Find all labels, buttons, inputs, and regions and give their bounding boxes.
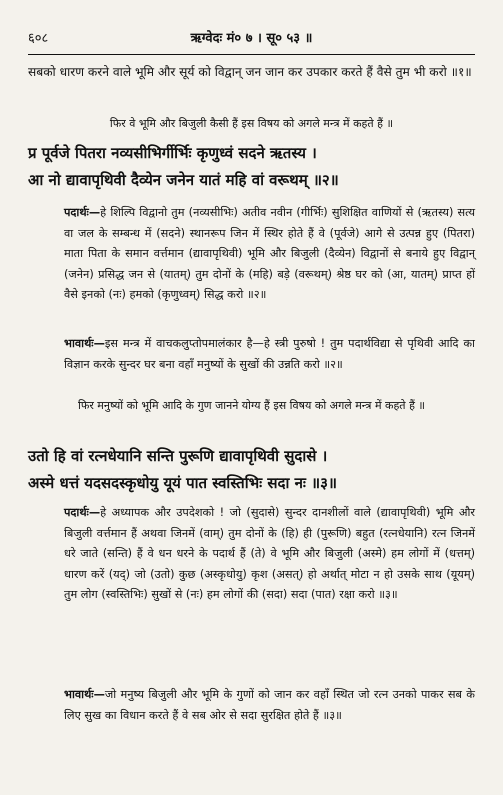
verse-line: अस्मे धत्तं यदसदस्कृधोयु यूयं पात स्वस्तिभिः सदा नः ॥३॥ [28,474,337,492]
purport-text: जो मनुष्य बिजुली और भूमि के गुणों को जान कर वहाँ स्थित जो रत्न उनको पाकर सब के लिए सुख का विधान करते हैं वे सब ओर से सदा सुरक्षित होते हैं ॥३॥ [64,688,475,722]
page-header [28,28,475,50]
intro-2 [28,396,475,415]
word-meaning-text: हे शिल्पि विद्वानो तुम (नव्यसीभिः) अतीव नवीन (गीर्भिः) सुशिक्षित वाणियों से (ऋतस्य) सत्य वा जल के सम्बन्ध में (सदने) स्थानरूप जिन में स्थिर होते हैं वे (पूर्वजे) आगे से उत्पन्न हुए (पितरा) माता पिता के समान वर्त्तमान (द्यावापृथिवी) भूमि और बिजुली (दैव्येन) विद्वानों से बनाये हुए विद्वान् (जनेन) प्रसिद्ध जन से (यातम्) तुम दोनों के (महि) बड़े (वरूथम्) श्रेष्ठ घर को (आ, यातम्) प्राप्त हों वैसे इनको (नः) हमको (कृणुध्वम्) सिद्ध करो ॥२॥ [64,206,475,301]
padartha-2 [28,203,475,306]
padartha-3 [28,503,475,606]
word-meaning-text: हे अध्यापक और उपदेशको ! जो (सुदासे) सुन्दर दानशीलों वाले (द्यावापृथिवी) भूमि और बिजुली वर्त्तमान हैं अथवा जिनमें (वाम्) तुम दोनों के (हि) ही (पुरूणि) बहुत (रत्नधेयानि) रत्न जिनमें धरे जाते (सन्ति) हैं वे धन धरने के पदार्थ हैं (ते) वे भूमि और बिजुली (अस्मे) हम लोगों में (धत्तम्) धारण करें (यद्) जो (उतो) कुछ (अस्कृधोयु) कृश (असत्) हो अर्थात् मोटा न हो उसके साथ (यूयम्) तुम लोग (स्वस्तिभिः) सुखों से (नः) हम लोगों की (सदा) सदा (पात) रक्षा करो ॥३॥ [64,506,475,601]
mantra-intro: फिर मनुष्यों को भूमि आदि के गुण जानने योग्य हैं इस विषय को अगले मन्त्र में कहते हैं ॥ [77,399,425,412]
verse-line: उतो हि वां रत्नधेयानि सन्ति पुरूणि द्यावापृथिवी सुदासे । [28,447,328,465]
section-label: भावार्थः— [64,337,105,350]
running-title: ऋग्वेदः मं० ७ । सू० ५३ ॥ [190,31,313,46]
section-label: पदार्थः— [64,506,101,519]
verse-2 [28,140,475,194]
section-label: पदार्थः— [64,206,101,219]
verse-line: प्र पूर्वजे पितरा नव्यसीभिर्गीर्भिः कृणुध्वं सदने ऋतस्य । [28,144,317,162]
page-number: ६०८ [28,31,49,46]
paragraph-1 [28,62,475,83]
purport-text: इस मन्त्र में वाचकलुप्तोपमालंकार है—हे स्त्री पुरुषो ! तुम पदार्थविद्या से पृथिवी आदि का विज्ञान करके सुन्दर घर बना वहाँ मनुष्यों के सुखों की उन्नति करो ॥२॥ [64,337,475,371]
bhavartha-3 [28,685,475,726]
mantra-intro: फिर वे भूमि और बिजुली कैसी हैं इस विषय को अगले मन्त्र में कहते हैं ॥ [109,117,394,130]
closing-paragraph: सबको धारण करने वाले भूमि और सूर्य को विद्वान् जन जान कर उपकार करते हैं वैसे तुम भी करो ॥१॥ [28,65,472,79]
verse-3 [28,443,475,497]
intro-1 [28,114,475,133]
verse-line: आ नो द्यावापृथिवी दैव्येन जनेन यातं महि वां वरूथम् ॥२॥ [28,171,339,189]
section-label: भावार्थः— [64,688,105,701]
bhavartha-2 [28,334,475,375]
header-rule [28,54,475,55]
